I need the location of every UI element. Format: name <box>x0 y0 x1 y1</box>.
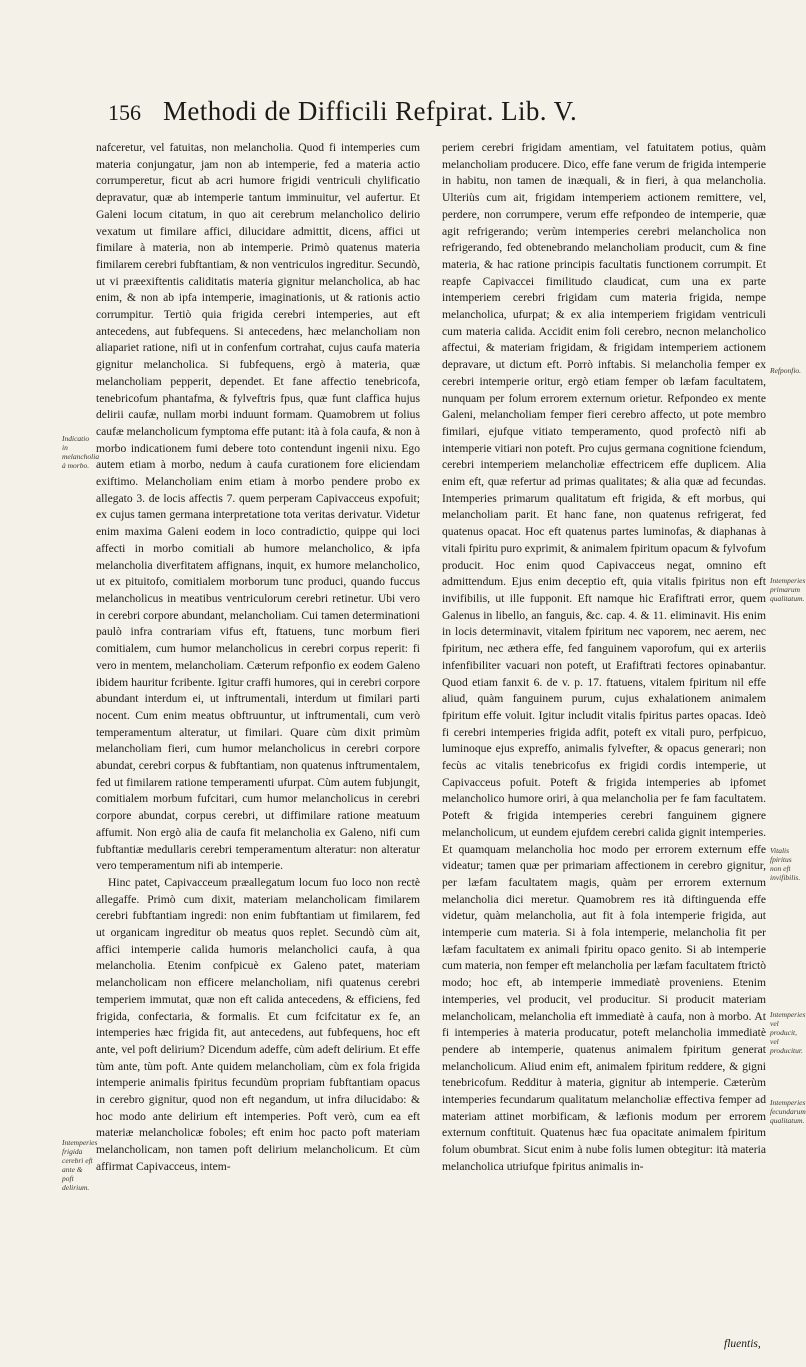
page-number: 156 <box>108 100 141 125</box>
page-header <box>108 96 668 130</box>
running-title: Methodi de Difficili Refpirat. Lib. V. <box>163 96 578 126</box>
left-paragraph-1: nafceretur, vel fatuitas, non melancholia. Quod fi intemperies cum materia conjungatur, jam non ab intemperie, fed a materia actio corrumperetur, ficut ab acri humore frigidi ventriculi chylificatio depravatur, quæ ab intemperie tantum imminuitur, vel aufertur. Et Galeni locum citatum, in quo ait cerebrum melancholico delirio vexatum ut fimilare affici, dilucidare admittit, dicens, affici ut fimilare à materia, non ab intemperie. Primò quatenus materia fimilarem cerebri fubftantiam, & non ventriculos ingreditur. Secundò, ut vi præexiftentis caliditatis materia gignitur melancholica, ab hac enim, & non ab ipfa intemperie, imaginationis, ut & rationis actio corrumpitur. Tertiò quia frigida cerebri intemperies, aut eft antecedens, aut fubfequens. Si antecedens, hæc melancholiam non aliapariet ratione, nifi ut in confenfum cortrahat, cujus caufa materia gignitur melancholica. Si fubfequens, ergò à materia, quæ melancholiam pepperit, dependet. Et fane affectio tenebricofa, tenebricofum phantafma, & fylveftris fpus, quæ funt claffica hujus delirii caufæ, nullam morbi induunt formam. Quamobrem ut folius caufæ melancholicum fymptoma effe putant: ità à fola caufa, & non à morbo indicationem fumi debere toto contendunt ingenii nixu. Ego autem etiam à morbo, nedum à caufa curationem fore eliciendam exiftimo. Melancholiam enim etiam à morbo pendere probo ex allegato 3. de locis affectis 7. quem perperam Capivacceus expofuit; ex cujus tamen germana interpretatione tota veritas derivatur. Videtur enim maxima Galeni eodem in loco contradictio, quippe qui loci affecti in morbo comitiali ab humore melancholico, & ipfa melancholia diverfitatem affignans, inquit, ex humore melancholico, ut ex pituitofo, comitialem morborum tunc produci, quando fuccus melancholicus in meatibus ventriculorum cerebri retinetur. Ubi vero in cerebri corpore abundant, melancholiam. Cui tamen determinationi paulò infra contrariam vifus eft, ftatuens, tunc morbum fieri comitialem, cum humor melancholicus in cerebri corpus reperit: fi vero in mentem, melancholiam. Cæterum refponfio ex eodem Galeno ibidem hauritur fcribente. Igitur craffi humores, qui in cerebri corpore abundant interdum ei, ut inftrumentali, interdum ut fimilari parti nocent. Cum enim meatus obftruuntur, ut inftrumentali, cum verò temperamentum alteratur, ut fimilari. Quare cùm dixit primùm melancholiam fieri, cum humor melancholicus in cerebri corpore abundat, cerebri corpus & fubftantiam, non quatenus inftrumentalem, fed ut fimilarem ratione temperamenti ufurpat. Cùm autem fubjungit, comitialem morbum fufcitari, cum humor melancholicus in cerebri corpore abundat, corpus cerebri, ut diffimilare ratione meatuum affumit. Non ergò alia de caufa fit melancholia ex Galeno, nifi cum fubftantiæ medullaris cerebri temperamentum alteratur: non alteratur vero temperamentum nifi ab intemperie. <box>96 141 420 873</box>
margin-note-3: Refponfio. <box>770 366 802 375</box>
margin-note-6: Intemperies vel producit, vel producitur. <box>770 1010 806 1055</box>
left-paragraph-2: Hinc patet, Capivacceum præallegatum locum fuo loco non rectè allegaffe. Primò cum dixit, materiam melancholicam fimilarem cerebri fubftantiam ingredi: non enim fubftantiam ut fimilarem, fed ut organicam ingreditur ob meatus quos replet. Secundò cùm ait, affici intemperie calida humoris melancholici caufa, à qua melancholia. Etenim confpicuè ex Galeno patet, materiam melancholicam non efficere melancholiam, nifi quatenus cerebri temperiem immutat, quæ non eft calida antecedens, & efficiens, fed frigida, confectaria, & formalis. Et cum fcifcitatur ex fe, an intemperies hæc frigida fit, aut antecedens, aut fubfequens, hoc eft ante, vel poft delirium? Dicendum adeffe, cùm adeft delirium. Et effe tùm ante, tùm poft. Ante quidem melancholiam, cùm ex fola frigida intemperie animalis fpiritus fecundùm propriam fubftantiam opacus in cerebro gignitur, quod non eft negandum, ut infra dilucidabo: & hoc modo ante delirium eft intemperies. Poft verò, cum ea eft materiæ melancholicæ foboles; eft enim hoc pacto poft materiam melancholicam, non tamen poft delirium melancholicum. Et cùm affirmat Capivacceus, intem- <box>96 875 420 1173</box>
margin-note-4: Intemperies primarum qualitatum. <box>770 576 806 603</box>
margin-note-5: Vitalis fpiritus non eft invifibilis. <box>770 846 801 882</box>
catchword: fluentis, <box>724 1338 761 1350</box>
right-paragraph-1: periem cerebri frigidam amentiam, vel fatuitatem potius, quàm melancholiam producere. Dico, effe fane verum de frigida intemperie in habitu, non tamen de inæquali, & in fieri, à qua melancholia. Ulteriùs cum ait, frigidam intemperiem actionem remittere, vel, perdere, non corrumpere, verum effe refpondeo de intemperie, quæ agit refrigerando; verùm intemperies cerebri melancholica non refrigerando, fed obtenebrando melancholiam producit, cum & fine materia, & hac ratione principis facultatis functionem corrumpit. Et reapfe Capivaccei fimilitudo claudicat, cum una ex parte intemperiem cerebri frigidam cum materia frigida, nempe melancholica, ufurpat; & ex alia intemperiem frigidam ventriculi cum materia calida. Accidit enim foli cerebro, necnon melancholico affectui, & materiam frigidam, & frigidam intemperiem actionem depravare, ut dictum eft. Porrò inftabis. Si melancholia femper ex cerebri intemperie oritur, ergò etiam femper ob læfam facultatem, nunquam per folum errorem externum orietur. Refpondeo ex mente Galeni, melancholiam femper fieri cerebro affecto, ut pote membro fimilari, ejufque vitiato temperamento, quod profectò nifi ab intemperie vitiari non poteft. Pro cujus germana cognitione fciendum, cerebri intemperiem melancholiæ effectricem effe duplicem. Alia enim eft, quæ refertur ad primas qualitates; & alia quæ ad fecundas. Intemperies primarum qualitatum eft frigida, & eft morbus, qui melancholiam parit. Et hanc fane, non quatenus refrigerat, fed quatenus opacat. Hoc eft quatenus partes luminofas, & diaphanas à vitali fpiritu puro exprimit, & animalem fpiritum opacum & fylvofum producit. Hoc enim quod Capivacceus negat, omnino eft admittendum. Ejus enim deceptio eft, quia vitalis fpiritus non eft invifibilis, ut ille fupponit. Eft namque hic Erafiftrati error, quem Galenus in libello, an fanguis, &c. cap. 4. & 11. eliminavit. His enim in locis determinavit, vitalem fpiritum nec vaporem, nec aerem, nec fpiritum, nec æthera effe, fed fanguinem vaporofum, qui ex arteriis infenfibiliter vacuari non poteft, ut Erafiftrati fectores opinabantur. Quod etiam fanxit 6. de v. p. 17. ftatuens, vitalem fpiritum nil effe aliud, quàm fanguinem purum, cujus exhalationem animalem fpiritum effe voluit. Igitur includit vitalis fpiritus partes opacas. Ideò fi cerebri intemperies frigida adfit, poteft ex vitali puro, perfpicuo, luminoque ejus expreffo, animalis fylvefter, & opacus generari; non fecùs ac vitalis tenebricofus ex frigidi cordis intemperie, ut Capivacceus pofuit. Poteft & frigida intemperies ab ipfomet melancholico humore oriri, à qua melancholia per fe fam facultatem. Poteft & frigida intemperies cerebri fanguinem gignere melancholicum, ut eundem ejufdem cerebri calida gignit intemperies. Et quamquam melancholia hoc modo per errorem externum effe videatur; tamen quæ per primariam affectionem in cerebro gignitur, per læfam facultatem magis, quàm per errorem externum melancholia dici meretur. Quamobrem res ità diftinguenda effe videtur, quàm melancholia, aut fit à fola intemperie frigida, aut intemperie cum materia. Si à fola intemperie, melancholia fit per læfam facultatem ex animali fpiritu opaco genito. Si ab intemperie cum materia, non femper eft melancholia per læfam facultatem ftrictò modo; hoc eft, ab intemperie immediatè proveniens. Etenim intemperies, vel producit, vel producitur. Si producit materiam melancholicam, melancholia eft immediatè à caufa, non à morbo. At fi intemperies à materia producatur, poteft melancholia immediatè pendere ab intemperie, quatenus animalem fpiritum generat melancholicum. Aliud enim eft, animalem fpiritum reddere, & gigni tenebricofum. Redditur à materia, gignitur ab intemperie. Cæterùm intemperies fecundarum qualitatum melancholiæ effectiva femper ad materiam attinet morbificam, & læfionis modum per errorem externum conftituit. Quatenus hæc fua opacitate animalem fpiritum folum obumbrat. Sicut enim à nube folis lumen obtegitur: ità materia melancholica utriufque fpiritus animalis in- <box>442 141 766 1173</box>
margin-note-2: Intemperies frigida cerebri eft ante & poft delirium. <box>62 1138 98 1192</box>
right-column <box>442 140 766 1340</box>
left-column <box>96 140 420 1340</box>
margin-note-1: Indicatio in melancholia à morbo. <box>62 434 100 470</box>
margin-note-7: Intemperies fecundarum qualitatum. <box>770 1098 806 1125</box>
